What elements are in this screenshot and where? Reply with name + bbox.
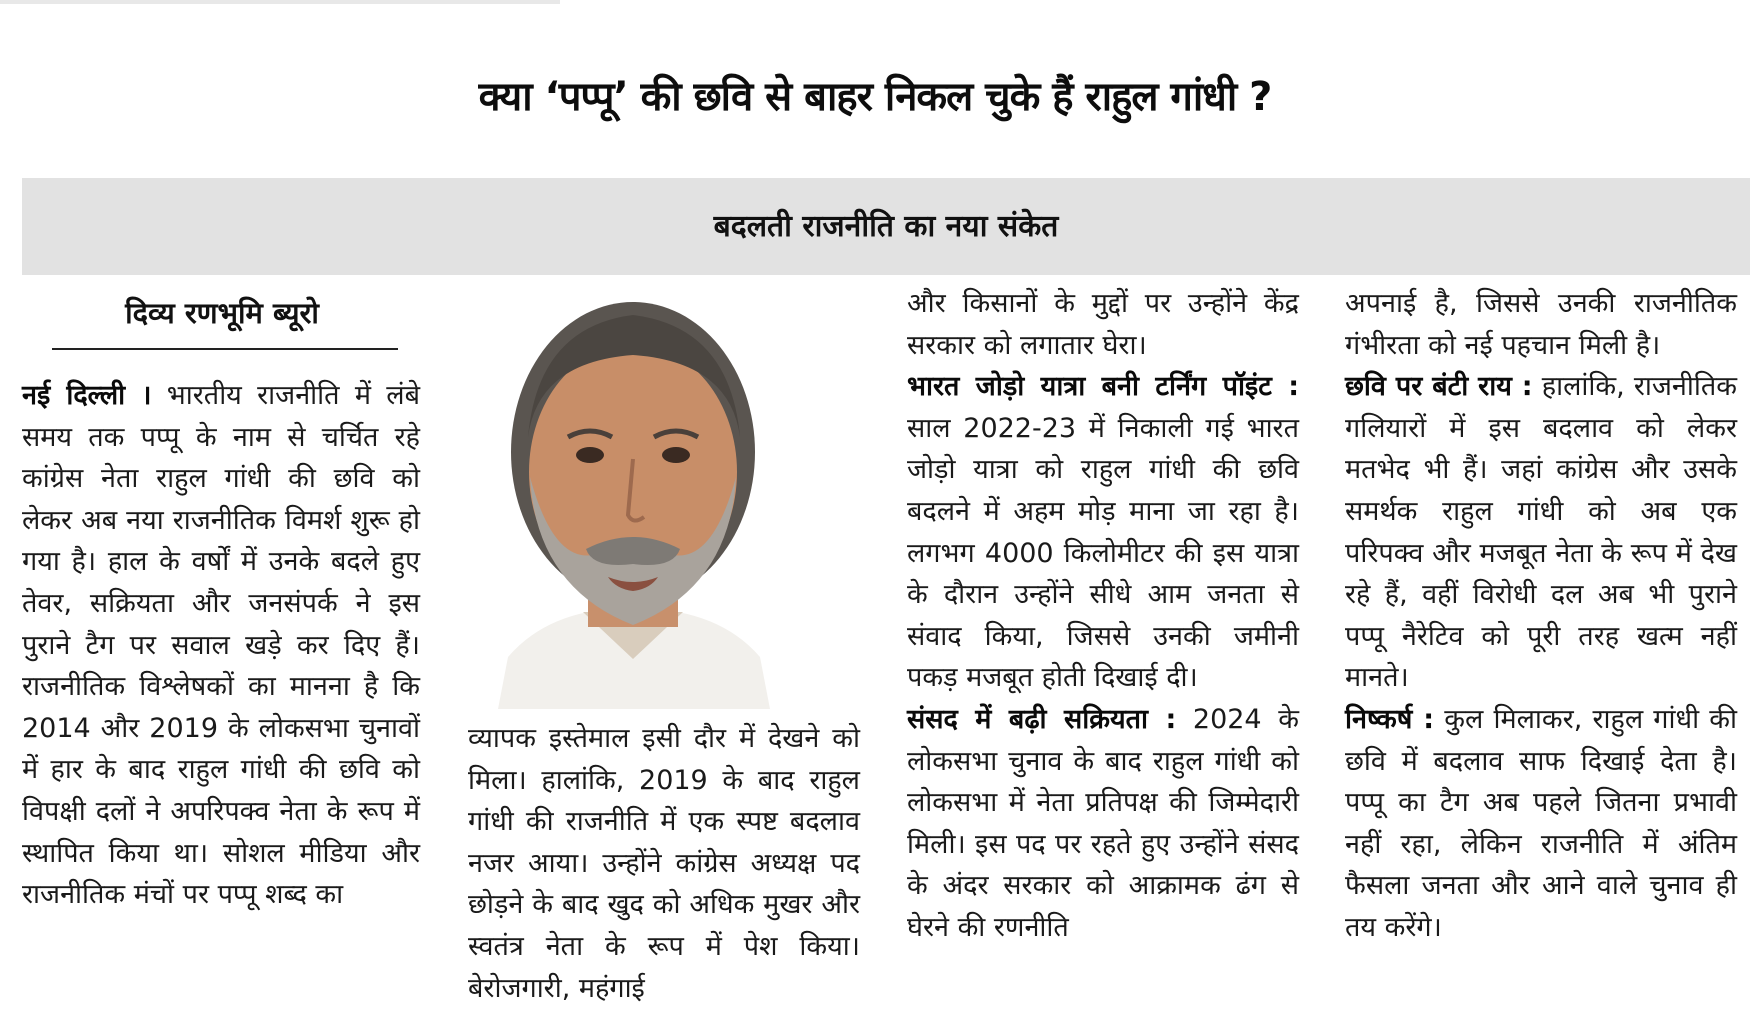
subheadline-bar (22, 178, 1750, 275)
top-edge (0, 0, 1750, 6)
column-3-section-1 (907, 366, 1299, 699)
column-1-paragraph (22, 375, 420, 916)
section-4-text: कुल मिलाकर, राहुल गांधी की छवि में बदलाव साफ दिखाई देता है। पप्पू का टैग अब पहले जितना प्रभावी नहीं रहा, लेकिन राजनीति में अंतिम फैसला जनता और आने वाले चुनाव ही तय करेंगे। (1345, 703, 1737, 943)
column-4-section-2 (1345, 699, 1737, 949)
section-1-text: साल 2022-23 में निकाली गई भारत जोड़ो यात्रा को राहुल गांधी की छवि बदलने में अहम मोड़ माना जा रहा है। लगभग 4000 किलोमीटर की इस यात्रा के दौरान उन्होंने सीधे आम जनता से संवाद किया, जिससे उनकी जमीनी पकड़ मजबूत होती दिखाई दी। (907, 412, 1299, 694)
subheading-nishkarsh: निष्कर्ष : (1345, 703, 1435, 735)
column-2-paragraph: व्यापक इस्तेमाल इसी दौर में देखने को मिला। हालांकि, 2019 के बाद राहुल गांधी की राजनीति में एक स्पष्ट बदलाव नजर आया। उन्होंने कांग्रेस अध्यक्ष पद छोड़ने के बाद खुद को अधिक मुखर और स्वतंत्र नेता के रूप में पेश किया। बेरोजगारी, महंगाई (468, 723, 860, 1004)
dateline: नई दिल्ली । (22, 380, 152, 411)
column-1-text: भारतीय राजनीति में लंबे समय तक पप्पू के नाम से चर्चित रहे कांग्रेस नेता राहुल गांधी की छवि को लेकर अब नया राजनीतिक विमर्श शुरू हो गया है। हाल के वर्षों में उनके बदले हुए तेवर, सक्रियता और जनसंपर्क ने इस पुराने टैग पर सवाल खड़े कर दिए हैं। राजनीतिक विश्लेषकों का मानना है कि 2014 और 2019 के लोकसभा चुनावों में हार के बाद राहुल गांधी की छवि को विपक्षी दलों ने अपरिपक्व नेता के रूप में स्थापित किया था। सोशल मीडिया और राजनीतिक मंचों पर पप्पू शब्द का (22, 380, 420, 911)
article-column-3 (907, 283, 1299, 949)
byline: दिव्य रणभूमि ब्यूरो (125, 296, 319, 330)
top-edge-shade (0, 0, 560, 4)
column-4-intro: अपनाई है, जिससे उनकी राजनीतिक गंभीरता को नई पहचान मिली है। (1345, 288, 1737, 361)
section-2-text: 2024 के लोकसभा चुनाव के बाद राहुल गांधी को लोकसभा में नेता प्रतिपक्ष की जिम्मेदारी मिली। इस पद पर रहते हुए उन्होंने संसद के अंदर सरकार को आक्रामक ढंग से घेरने की रणनीति (907, 703, 1299, 943)
subheading-sansad: संसद में बढ़ी सक्रियता : (907, 703, 1177, 735)
subheading-bharat-jodo: भारत जोड़ो यात्रा बनी टर्निंग पॉइंट : (907, 371, 1299, 403)
article-column-2 (468, 718, 860, 1009)
rahul-gandhi-photo (468, 287, 798, 709)
subheadline: बदलती राजनीति का नया संकेत (713, 209, 1059, 244)
article-column-1 (22, 375, 420, 916)
article-column-4 (1345, 283, 1737, 949)
column-4-section-1 (1345, 366, 1737, 699)
column-3-section-2 (907, 699, 1299, 949)
byline-rule (52, 348, 398, 350)
subheading-chhavi: छवि पर बंटी राय : (1345, 371, 1533, 403)
headline: क्या ‘पप्पू’ की छवि से बाहर निकल चुके हैं राहुल गांधी ? (478, 74, 1272, 120)
column-3-intro: और किसानों के मुद्दों पर उन्होंने केंद्र सरकार को लगातार घेरा। (907, 288, 1299, 361)
section-3-text: हालांकि, राजनीतिक गलियारों में इस बदलाव को लेकर मतभेद भी हैं। जहां कांग्रेस और उसके समर्थक राहुल गांधी को अब एक परिपक्व और मजबूत नेता के रूप में देख रहे हैं, वहीं विरोधी दल अब भी पुराने पप्पू नैरेटिव को पूरी तरह खत्म नहीं मानते। (1345, 371, 1737, 694)
